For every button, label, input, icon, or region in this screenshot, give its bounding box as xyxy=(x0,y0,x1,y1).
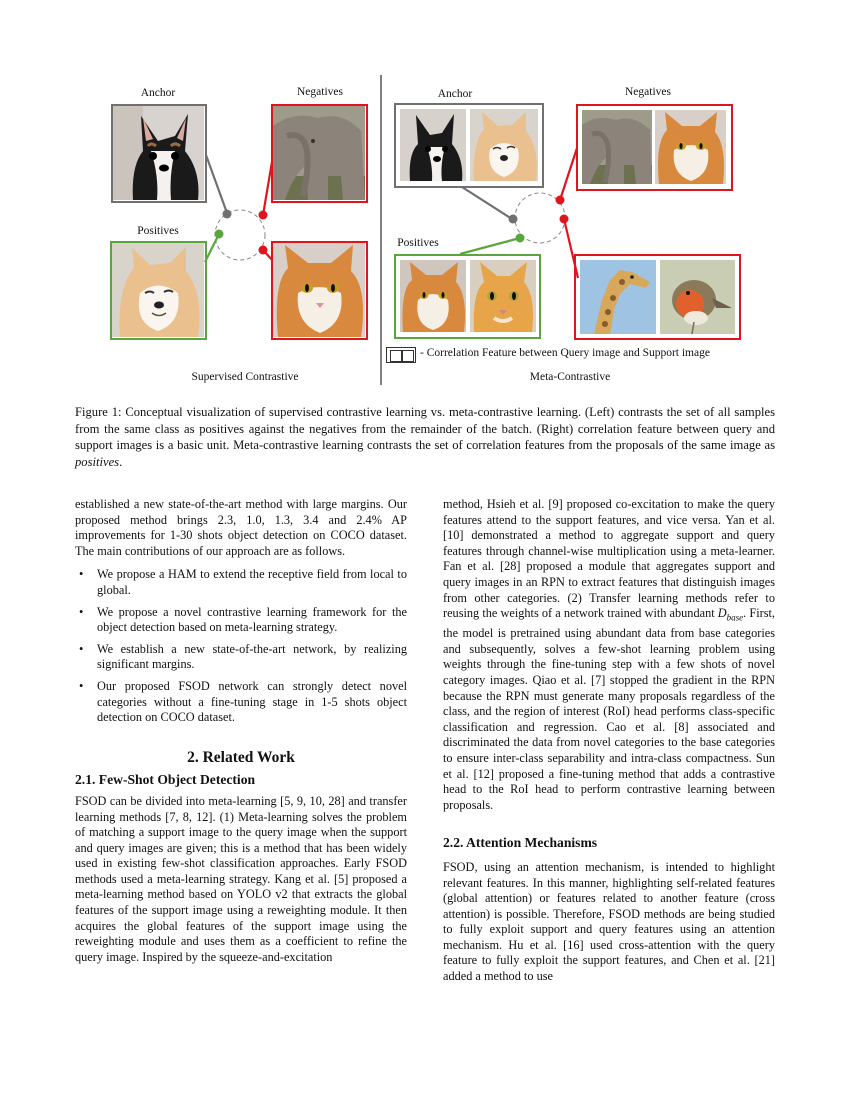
left-positive-dot xyxy=(215,230,224,239)
right-negative-pair-1 xyxy=(576,104,733,191)
right-negative-dot-2 xyxy=(560,215,569,224)
para1-part-a: method, Hsieh et al. [9] proposed co-excitation to make the query features attend to the support features, and vice versa. Yan et al. [10] demonstrated a method to aggregate support and query features through channel-wise multiplication using a meta-learner. Fan et al. [28] proposed a module that aggregates support and query images in an RPN to extract features that distinguish images from other categories. (2) Transfer learning methods refer to reusing the weights of a network trained with abundant xyxy=(443,497,775,621)
right-positive-support-image xyxy=(470,260,536,332)
right-negative-bird-image xyxy=(660,260,735,334)
left-negative-image-cat xyxy=(271,241,368,340)
bullet-dot: • xyxy=(79,567,84,582)
transfer-learning-paragraph xyxy=(443,497,775,813)
right-positive-pair xyxy=(394,254,541,339)
attention-paragraph: FSOD, using an attention mechanism, is intended to highlight relevant features. In this manner, highlighting self-related features (global attention) or features related to another feature (cross attention) is possible. Therefore, FSOD methods are being studied to fully exploit support and query features using an attention mechanism. Hu et al. [16] used cross-attention with the query feature to fully exploit the support features, and Chen et al. [21] added a method to use xyxy=(443,859,775,984)
subsection-heading-fsod: 2.1. Few-Shot Object Detection xyxy=(75,772,256,788)
left-column xyxy=(75,497,407,965)
contribution-bullet-1 xyxy=(75,567,407,598)
left-negatives-label: Negatives xyxy=(297,86,343,98)
right-anchor-connector xyxy=(462,187,512,219)
math-d-base: $D_{base}$ xyxy=(717,606,744,623)
right-negative-elephant-image xyxy=(582,110,652,184)
caption-emphasis: positives xyxy=(75,454,120,469)
right-negative-giraffe-image xyxy=(580,260,656,334)
bullet-text: We propose a HAM to extend the receptive field from local to global. xyxy=(97,567,407,597)
contribution-bullet-4 xyxy=(75,679,407,726)
caption-end: . xyxy=(119,454,123,469)
right-negatives-label: Negatives xyxy=(625,86,671,98)
right-negative-pair-2 xyxy=(574,254,741,340)
right-anchor-support-image xyxy=(470,109,538,181)
figure-caption xyxy=(75,404,775,470)
left-negative-dot-2 xyxy=(259,246,268,255)
intro-paragraph: established a new state-of-the-art method with large margins. Our proposed method brings 2.3, 1.0, 1.3, 3.4 and 2.4% AP improvements for 1-30 shots object detection on COCO dataset. The main contributions of our approach are as follows. xyxy=(75,497,407,558)
contribution-bullet-2 xyxy=(75,605,407,636)
bullet-dot: • xyxy=(79,678,84,693)
right-anchor-dot xyxy=(509,215,518,224)
left-anchor-dot xyxy=(223,210,232,219)
right-panel-title: Meta-Contrastive xyxy=(529,371,611,383)
right-positive-query-image xyxy=(400,260,466,332)
caption-text: Figure 1: Conceptual visualization of supervised contrastive learning vs. meta-contrastive learning. (Left) contrasts the set of all samples from the same class as positives against the negatives from the remainder of the batch. (Right) correlation feature between query and support images is a basic unit. Meta-contrastive learning contrasts the set of correlation features from the proposals of the same image as xyxy=(75,405,775,452)
bullet-dot: • xyxy=(79,641,84,656)
right-column xyxy=(443,497,775,985)
left-panel-title: Supervised Contrastive xyxy=(191,371,299,383)
right-anchor-label: Anchor xyxy=(437,88,473,100)
left-negative-dot-1 xyxy=(259,211,268,220)
right-anchor-pair xyxy=(394,103,544,188)
left-positive-image xyxy=(110,241,207,340)
left-anchor-connector xyxy=(206,155,227,213)
left-anchor-image xyxy=(111,104,207,203)
right-positive-dot xyxy=(516,234,525,243)
bullet-dot: • xyxy=(79,604,84,619)
right-negative-cat-image xyxy=(655,110,726,184)
fsod-paragraph: FSOD can be divided into meta-learning [5, 9, 10, 28] and transfer learning methods [7, 8, 12]. (1) Meta-learning solves the problem of matching a support image to the query image when the support and query images are given; this is a method that has been widely used in existing few-shot classification approaches. Early FSOD methods used a meta-learning strategy. Kang et al. [5] proposed a meta-learning method based on YOLO v2 that extracts the global features of the support image using a reweighting module. It then acquires the global features of the support image using the reweighting module and uses them as a coefficient to refine the query image. Inspired by the squeeze-and-excitation xyxy=(75,793,407,964)
section-heading-related-work: 2. Related Work xyxy=(187,748,295,766)
bullet-text: We establish a new state-of-the-art network, by realizing significant margins. xyxy=(97,641,407,672)
correlation-legend-icon xyxy=(386,347,416,363)
right-positives-label: Positives xyxy=(397,237,439,249)
right-negative-connector-1 xyxy=(560,148,577,200)
right-anchor-query-image xyxy=(400,109,466,181)
left-positives-label: Positives xyxy=(137,225,179,237)
contribution-bullet-3 xyxy=(75,642,407,673)
left-positive-connector xyxy=(205,234,219,262)
left-negative-image-elephant xyxy=(271,104,368,203)
bullet-text: Our proposed FSOD network can strongly detect novel categories without a fine-tuning stage in 1-5 shots object detection on COCO dataset. xyxy=(97,678,407,725)
subsection-heading-attention: 2.2. Attention Mechanisms xyxy=(443,835,598,851)
right-positive-connector xyxy=(460,238,520,254)
para1-part-b: . First, the model is pretrained using abundant data from base categories and subsequently, solves a few-shot learning problem using weights through the fine-tuning step with a few shots of novel category images. Qiao et al. [7] stopped the gradient in the RPN because the RPN must generate many proposals regardless of the class, and the region of interest (RoI) head performs class-specific classification and regression. Cao et al. [8] associated and discriminated the data from novel categories to the base categories to ensure inter-class separability and intra-class compactness. Sun et al. [12] proposed a fine-tuning method that adds a contrastive head to the RoI head to perform contrastive learning between proposals. xyxy=(443,606,776,812)
bullet-text: We propose a novel contrastive learning framework for the object detection based on meta-learning strategy. xyxy=(97,604,407,635)
right-negative-dot-1 xyxy=(556,196,565,205)
correlation-legend-text: - Correlation Feature between Query image and Support image xyxy=(420,347,710,359)
left-anchor-label: Anchor xyxy=(140,87,176,99)
